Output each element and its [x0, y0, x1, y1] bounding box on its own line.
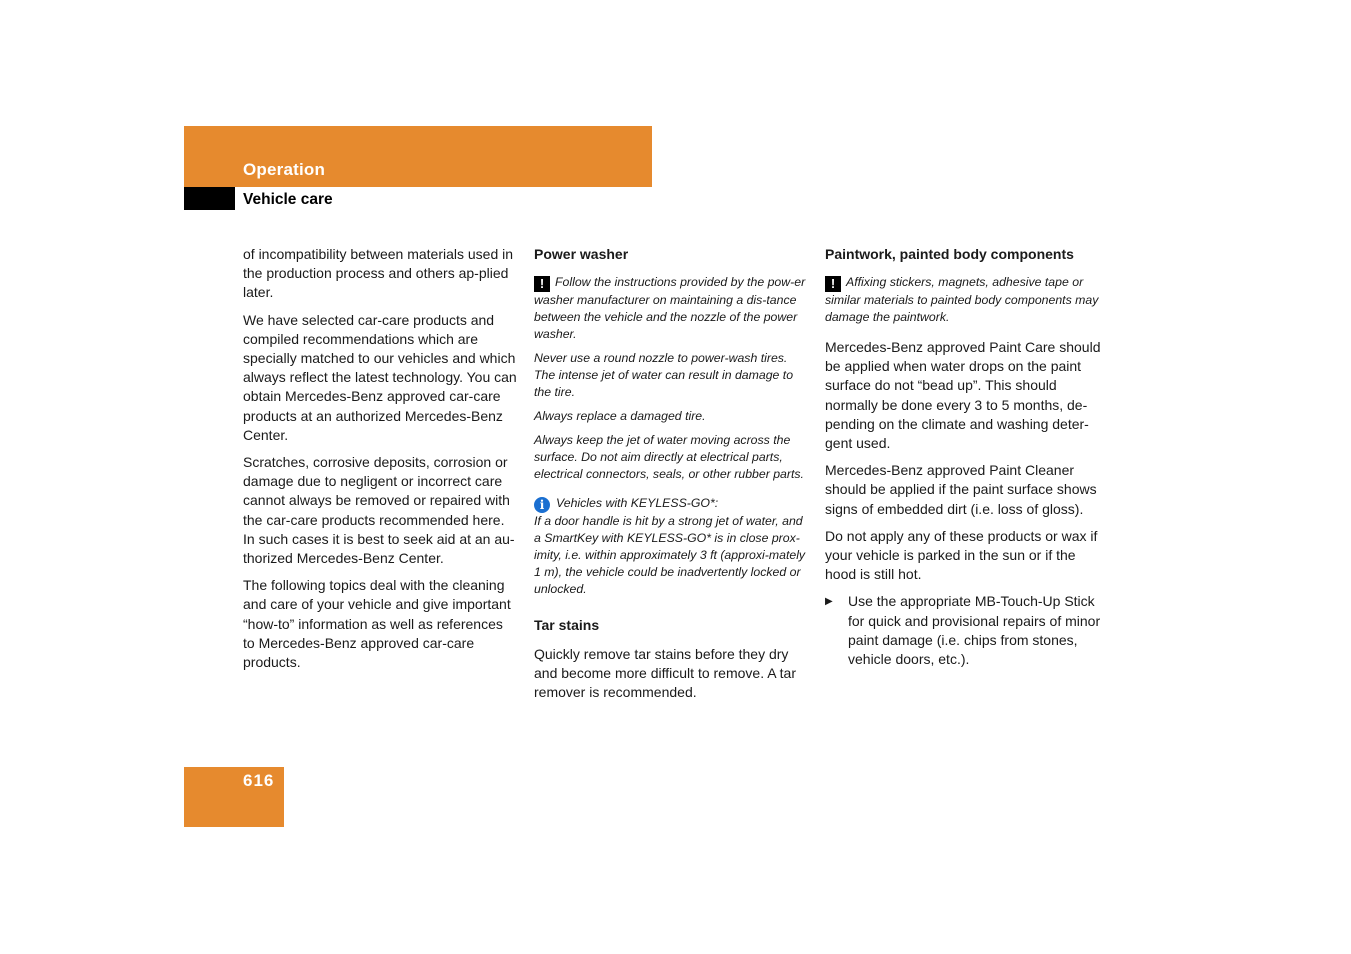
info-icon: i	[534, 497, 550, 513]
paintwork-warning	[825, 274, 1105, 326]
power-washer-warnings	[534, 274, 809, 483]
warning-note: Always replace a damaged tire.	[534, 409, 706, 423]
warning-note	[534, 274, 809, 343]
paragraph: The following topics deal with the cleaning and care of your vehicle and give important “how-to” information as well as references to Mercedes-Benz approved car-care products.	[243, 577, 511, 671]
paragraph: Mercedes-Benz approved Paint Care should be applied when water drops on the paint surface do not “bead up”. This should normally be done every 3 to 5 months, de-pending on the climate and washing deter-gent used.	[825, 339, 1101, 452]
warning-text: Follow the instructions provided by the pow-er washer manufacturer on maintaining a dis-tance between the vehicle and the nozzle of the power washer.	[534, 275, 806, 341]
tar-stains-heading: Tar stains	[534, 617, 600, 633]
warning-text: Affixing stickers, magnets, adhesive tape or similar materials to painted body components may damage the paintwork.	[825, 275, 1099, 324]
column-power-washer	[534, 245, 809, 711]
keyless-go-info	[534, 495, 809, 598]
bullet-arrow-icon: ▶	[825, 596, 833, 608]
instruction-step	[825, 592, 1105, 669]
subsection-title: Vehicle care	[243, 191, 333, 208]
power-washer-heading: Power washer	[534, 246, 629, 262]
info-text: If a door handle is hit by a strong jet of water, and a SmartKey with KEYLESS-GO* is in close prox-imity, i.e. within approximately 3 ft (approxi-mately 1 m), the vehicle could be inadvertently locked or unlocked.	[534, 514, 806, 596]
paragraph: of incompatibility between materials used in the production process and others ap-plied later.	[243, 246, 514, 301]
paragraph: Mercedes-Benz approved Paint Cleaner should be applied if the paint surface shows signs of embedded dirt (i.e. loss of gloss).	[825, 462, 1097, 517]
paintwork-heading: Paintwork, painted body components	[825, 246, 1074, 262]
info-title-line	[534, 495, 809, 513]
tar-stains-text: Quickly remove tar stains before they dry and become more difficult to remove. A tar remover is recommended.	[534, 646, 796, 701]
column-paintwork	[825, 245, 1105, 669]
paragraph: Do not apply any of these products or wax if your vehicle is parked in the sun or if the hood is still hot.	[825, 527, 1098, 583]
column-intro	[243, 245, 518, 680]
paragraph: Scratches, corrosive deposits, corrosion or damage due to negligent or incorrect care cannot always be removed or repaired with the car-care products recommended here. In such cases it is best to seek aid at an au-thorized Mercedes-Benz Center.	[243, 454, 515, 567]
paragraph: We have selected car-care products and compiled recommendations which are specially matched to our vehicles and which always reflect the latest technology. You can obtain Mercedes-Benz approved car-care products at an authorized Mercedes-Benz Center.	[243, 311, 517, 443]
section-marker	[184, 187, 235, 210]
warning-icon: !	[825, 276, 841, 292]
warning-note: Never use a round nozzle to power-wash tires. The intense jet of water can result in damage to the tire.	[534, 351, 794, 399]
warning-icon: !	[534, 276, 550, 292]
page-number: 616	[243, 771, 275, 790]
instruction-text: Use the appropriate MB-Touch-Up Stick for quick and provisional repairs of minor paint damage (i.e. chips from stones, vehicle doors, etc.).	[848, 593, 1101, 668]
info-title: Vehicles with KEYLESS-GO*:	[556, 496, 719, 510]
section-title: Operation	[243, 160, 326, 179]
warning-note: Always keep the jet of water moving across the surface. Do not aim directly at electrical parts, electrical connectors, seals, or other rubber parts.	[534, 433, 804, 481]
warning-note	[825, 274, 1105, 326]
